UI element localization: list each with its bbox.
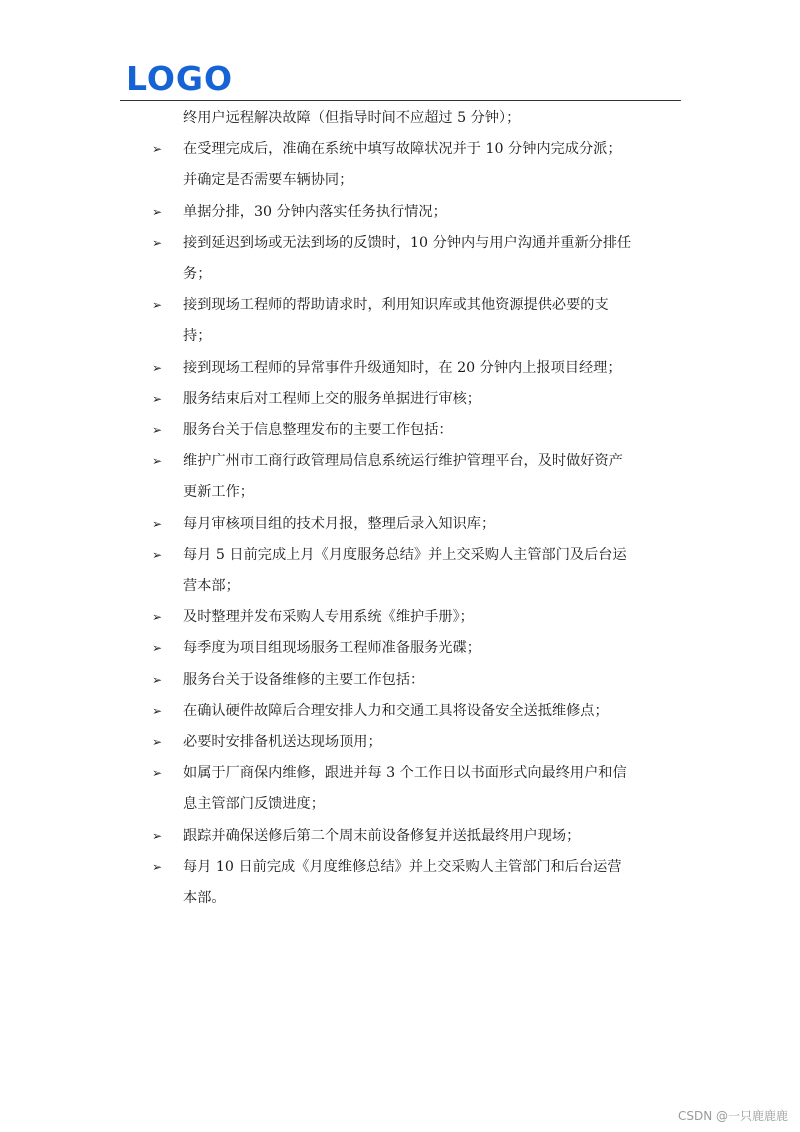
list-item — [150, 228, 681, 290]
list-item-line: 接到延迟到场或无法到场的反馈时，10 分钟内与用户沟通并重新分排任 — [183, 234, 632, 251]
list-item — [150, 633, 681, 664]
list-item-line: 并确定是否需要车辆协同； — [183, 172, 354, 189]
watermark: CSDN @一只鹿鹿鹿 — [677, 1109, 788, 1123]
list-item-line: 更新工作； — [183, 484, 254, 501]
list-item-line: 务； — [183, 266, 212, 283]
continuation-line: 终用户远程解决故障（但指导时间不应超过 5 分钟）； — [183, 110, 521, 126]
arrow-bullet-icon: ➢ — [152, 828, 163, 843]
list-item-line: 在确认硬件故障后合理安排人力和交通工具将设备安全送抵维修点； — [183, 702, 609, 719]
list-item-line: 每月 10 日前完成《月度维修总结》并上交采购人主管部门和后台运营 — [183, 858, 622, 875]
arrow-bullet-icon: ➢ — [152, 516, 163, 531]
arrow-bullet-icon: ➢ — [152, 703, 163, 718]
logo: LOGO — [126, 59, 234, 98]
list-item-line: 本部。 — [183, 890, 226, 907]
list-item — [150, 696, 681, 727]
document-body — [150, 103, 681, 914]
arrow-bullet-icon: ➢ — [152, 766, 163, 781]
list-item-line: 服务结束后对工程师上交的服务单据进行审核； — [183, 390, 481, 407]
list-item — [150, 665, 681, 696]
list-item — [150, 446, 681, 508]
list-item — [150, 415, 681, 446]
arrow-bullet-icon: ➢ — [152, 610, 163, 625]
bullet-list — [150, 134, 681, 914]
arrow-bullet-icon: ➢ — [152, 360, 163, 375]
arrow-bullet-icon: ➢ — [152, 298, 163, 313]
list-item-line: 接到现场工程师的帮助请求时，利用知识库或其他资源提供必要的支 — [183, 297, 609, 314]
list-item — [150, 197, 681, 228]
list-item — [150, 290, 681, 352]
list-item-line: 必要时安排备机送达现场顶用； — [183, 734, 382, 751]
arrow-bullet-icon: ➢ — [152, 454, 163, 469]
list-item — [150, 540, 681, 602]
arrow-bullet-icon: ➢ — [152, 204, 163, 219]
arrow-bullet-icon: ➢ — [152, 735, 163, 750]
arrow-bullet-icon: ➢ — [152, 391, 163, 406]
arrow-bullet-icon: ➢ — [152, 859, 163, 874]
list-item — [150, 852, 681, 914]
list-item-line: 及时整理并发布采购人专用系统《维护手册》； — [183, 609, 474, 626]
page-header — [120, 58, 681, 101]
list-item — [150, 727, 681, 758]
list-item-line: 每月审核项目组的技术月报，整理后录入知识库； — [183, 515, 496, 532]
arrow-bullet-icon: ➢ — [152, 547, 163, 562]
arrow-bullet-icon: ➢ — [152, 235, 163, 250]
list-item — [150, 509, 681, 540]
arrow-bullet-icon: ➢ — [152, 142, 163, 157]
arrow-bullet-icon: ➢ — [152, 423, 163, 438]
list-item-line: 服务台关于信息整理发布的主要工作包括： — [183, 422, 453, 439]
list-item — [150, 821, 681, 852]
list-item-line: 每季度为项目组现场服务工程师准备服务光碟； — [183, 640, 481, 657]
list-item-line: 营本部； — [183, 578, 240, 595]
list-item-line: 息主管部门反馈进度； — [183, 796, 325, 813]
list-item-line: 单据分排，30 分钟内落实任务执行情况； — [183, 203, 447, 220]
list-item-line: 服务台关于设备维修的主要工作包括： — [183, 671, 425, 688]
list-item-line: 如属于厂商保内维修，跟进并每 3 个工作日以书面形式向最终用户和信 — [183, 765, 627, 782]
arrow-bullet-icon: ➢ — [152, 641, 163, 656]
list-item — [150, 758, 681, 820]
list-item-line: 跟踪并确保送修后第二个周末前设备修复并送抵最终用户现场； — [183, 827, 581, 844]
list-item — [150, 353, 681, 384]
list-item — [150, 134, 681, 196]
list-item — [150, 384, 681, 415]
list-item — [150, 602, 681, 633]
list-item-line: 维护广州市工商行政管理局信息系统运行维护管理平台，及时做好资产 — [183, 453, 623, 470]
list-item-line: 持； — [183, 328, 212, 345]
list-item-line: 在受理完成后，准确在系统中填写故障状况并于 10 分钟内完成分派； — [183, 141, 622, 158]
list-item-line: 接到现场工程师的异常事件升级通知时，在 20 分钟内上报项目经理； — [183, 359, 622, 376]
list-item-line: 每月 5 日前完成上月《月度服务总结》并上交采购人主管部门及后台运 — [183, 546, 627, 563]
arrow-bullet-icon: ➢ — [152, 672, 163, 687]
